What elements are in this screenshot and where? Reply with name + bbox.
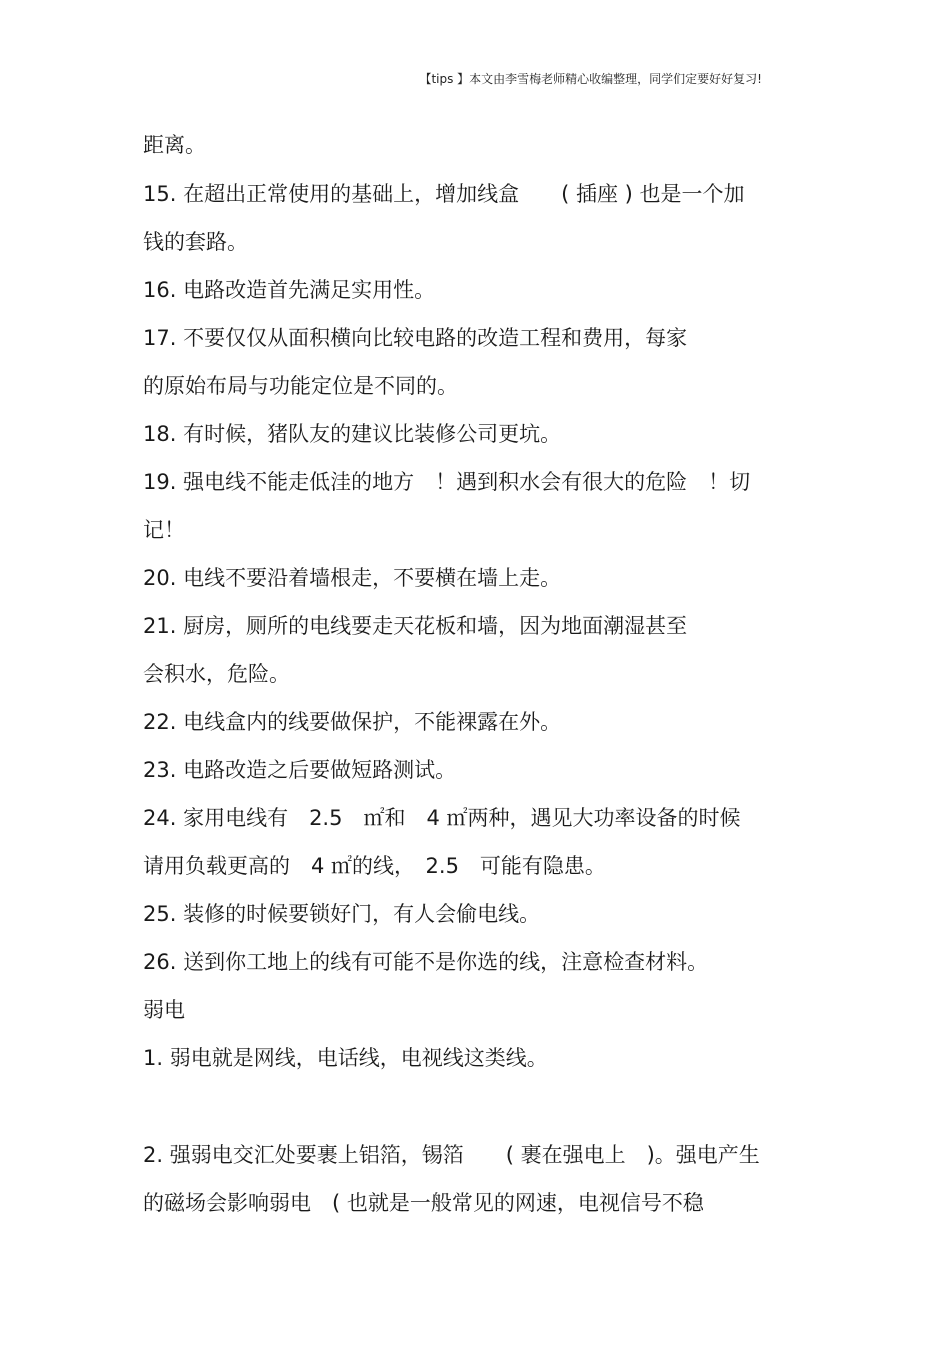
text-line: 24. 家用电线有 2.5 ㎡和 4 ㎡两种，遇见大功率设备的时候 <box>143 806 741 830</box>
text-line: 22. 电线盒内的线要做保护，不能裸露在外。 <box>143 710 562 734</box>
text-line: 20. 电线不要沿着墙根走，不要横在墙上走。 <box>143 566 562 590</box>
text-line: 会积水，危险。 <box>143 662 290 686</box>
text-line: 21. 厨房，厕所的电线要走天花板和墙，因为地面潮湿甚至 <box>143 614 688 638</box>
text-line: 17. 不要仅仅从面积横向比较电路的改造工程和费用，每家 <box>143 326 688 350</box>
text-line: 请用负载更高的 4 ㎡的线， 2.5 可能有隐患。 <box>143 854 606 878</box>
text-line: 钱的套路。 <box>143 230 248 254</box>
section-heading: 弱电 <box>143 998 185 1022</box>
text-line: 16. 电路改造首先满足实用性。 <box>143 278 436 302</box>
text-line: 26. 送到你工地上的线有可能不是你选的线，注意检查材料。 <box>143 950 709 974</box>
text-line: 23. 电路改造之后要做短路测试。 <box>143 758 457 782</box>
text-line: 记！ <box>143 518 185 542</box>
text-line: 距离。 <box>143 133 206 157</box>
text-line: 25. 装修的时候要锁好门，有人会偷电线。 <box>143 902 541 926</box>
text-line: 的磁场会影响弱电 ( 也就是一般常见的网速，电视信号不稳 <box>143 1191 704 1215</box>
text-line: 的原始布局与功能定位是不同的。 <box>143 374 458 398</box>
text-line: 18. 有时候，猪队友的建议比装修公司更坑。 <box>143 422 562 446</box>
text-line: 1. 弱电就是网线，电话线，电视线这类线。 <box>143 1046 548 1070</box>
text-line: 15. 在超出正常使用的基础上，增加线盒 ( 插座 ) 也是一个加 <box>143 182 745 206</box>
text-line: 2. 强弱电交汇处要裹上铝箔，锡箔 ( 裹在强电上 )。强电产生 <box>143 1143 760 1167</box>
text-line: 19. 强电线不能走低洼的地方 ！遇到积水会有很大的危险 ！切 <box>143 470 751 494</box>
header-tips: 【tips 】本文由李雪梅老师精心收编整理，同学们定要好好复习! <box>419 72 762 86</box>
